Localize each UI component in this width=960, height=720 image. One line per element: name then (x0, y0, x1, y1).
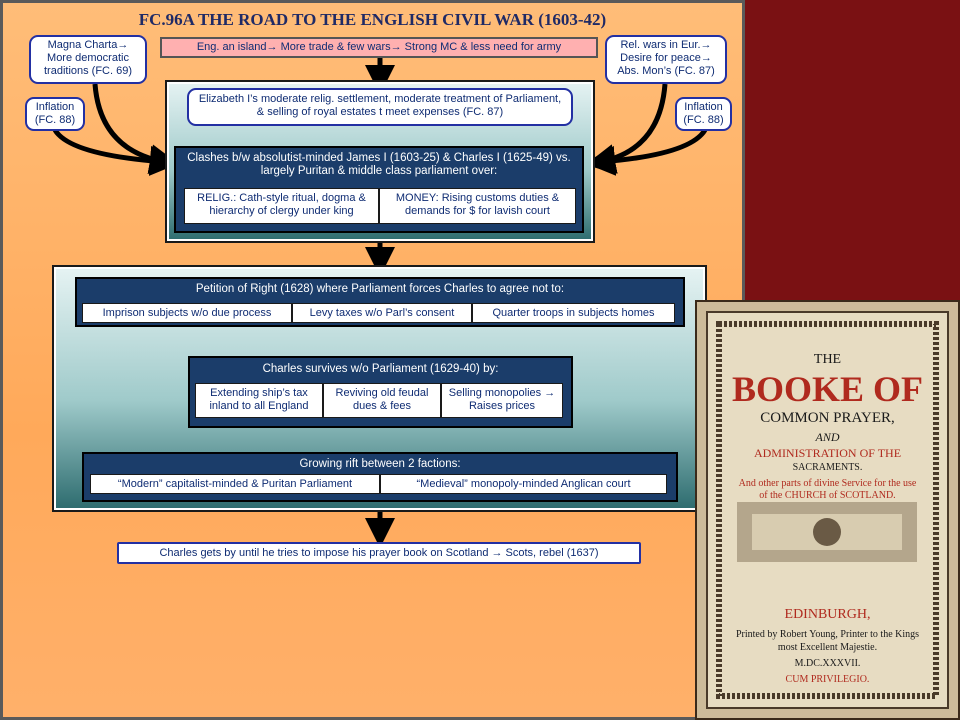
book-printed: Printed by Robert Young, Printer to the Kings most Excellent Majestie. (735, 629, 920, 653)
book-the: THE (813, 352, 842, 367)
arrow-magna (95, 84, 165, 162)
book-sacraments: SACRAMENTS. (792, 462, 863, 473)
clashes-header: Clashes b/w absolutist-minded James I (1603-25) & Charles I (1625-49) vs. largely Puritan & middle class parliament over: (187, 152, 571, 177)
arrow-rel-wars (600, 84, 665, 162)
note-inflation-right: Inflation (FC. 88) (675, 97, 732, 131)
petition-item-troops: Quarter troops in subjects homes (472, 303, 675, 323)
note-magna-charta: Magna Charta→ More democratic traditions (FC. 69) (29, 35, 147, 84)
survives-item-ship-tax: Extending ship’s tax inland to all England (195, 383, 323, 418)
page-title: FC.96A THE ROAD TO THE ENGLISH CIVIL WAR (1603-42) (138, 10, 607, 29)
book-privilegio: CUM PRIVILEGIO. (785, 674, 870, 685)
elizabeth-box: Elizabeth I’s moderate relig. settlement, moderate treatment of Parliament, & selling of royal estates t meet expenses (FC. 87) (187, 88, 573, 126)
prayer-book-image (695, 300, 960, 720)
clashes-item-religion: RELIG.: Cath-style ritual, dogma & hierarchy of clergy under king (184, 188, 379, 224)
note-inflation-left: Inflation (FC. 88) (25, 97, 85, 131)
book-subtitle: COMMON PRAYER, (760, 410, 895, 426)
petition-item-taxes: Levy taxes w/o Parl’s consent (292, 303, 472, 323)
rift-item-court: “Medieval” monopoly-minded Anglican court (380, 474, 667, 494)
survives-item-feudal-dues: Reviving old feudal dues & fees (323, 383, 441, 418)
book-title: BOOKE OF (731, 369, 924, 409)
book-edinburgh: EDINBURGH, (784, 607, 871, 622)
bottom-box-prayer-book: Charles gets by until he tries to impose his prayer book on Scotland → Scots, rebel (1637) (117, 542, 641, 564)
banner-island: Eng. an island→ More trade & few wars→ Strong MC & less need for army (160, 37, 598, 58)
book-other: And other parts of divine Service for the use of the CHURCH of SCOTLAND. (738, 478, 917, 501)
note-religious-wars: Rel. wars in Eur.→ Desire for peace→ Abs. Mon’s (FC. 87) (605, 35, 727, 84)
book-and: AND (815, 430, 840, 444)
rift-header: Growing rift between 2 factions: (299, 458, 461, 470)
clashes-item-money: MONEY: Rising customs duties & demands for $ for lavish court (379, 188, 576, 224)
petition-item-imprison: Imprison subjects w/o due process (82, 303, 292, 323)
survives-header: Charles survives w/o Parliament (1629-40) by: (262, 363, 499, 375)
book-year: M.DC.XXXVII. (794, 658, 861, 669)
book-admin: ADMINISTRATION OF THE (753, 446, 902, 460)
petition-header: Petition of Right (1628) where Parliament forces Charles to agree not to: (195, 283, 565, 295)
rift-item-parliament: “Modern” capitalist-minded & Puritan Parliament (90, 474, 380, 494)
survives-item-monopolies: Selling monopolies → Raises prices (441, 383, 563, 418)
